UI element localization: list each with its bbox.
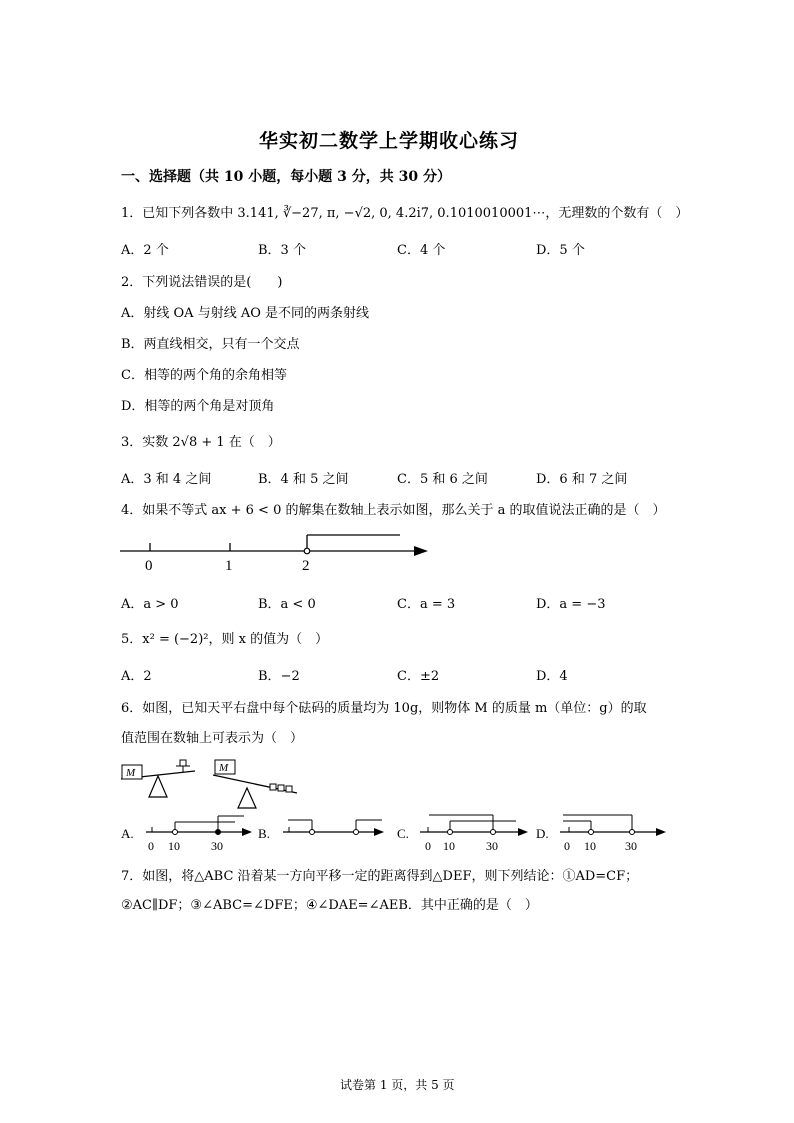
question-2-stem: 2．下列说法错误的是( ): [121, 275, 283, 290]
q3-option-d[interactable]: D．6 和 7 之间: [536, 472, 628, 487]
q3-option-c[interactable]: C．5 和 6 之间: [397, 472, 488, 487]
q6-option-c-letter: C.: [397, 826, 409, 841]
q6-a-tick-0: 0: [148, 839, 154, 853]
q2-option-d[interactable]: D．相等的两个角是对顶角: [121, 399, 275, 414]
q6-c-tick-10: 10: [443, 839, 455, 853]
q6-c-tick-30: 30: [486, 839, 498, 853]
object-m-label-2: M: [219, 762, 229, 774]
question-7-line1: 7．如图，将△ABC 沿着某一方向平移一定的距离得到△DEF，则下列结论：①AD=CF；: [121, 869, 639, 884]
q6-option-c-number-line: [397, 815, 528, 853]
question-7-line2: ②AC∥DF；③∠ABC=∠DFE；④∠DAE=∠AEB．其中正确的是（ ）: [121, 898, 538, 913]
q5-option-c[interactable]: C．±2: [397, 669, 440, 684]
page-footer: 试卷第 1 页，共 5 页: [340, 1078, 455, 1092]
question-6-stem-line1: 6．如图，已知天平右盘中每个砝码的质量均为 10g，则物体 M 的质量 m（单位：g）的取: [121, 701, 647, 716]
q6-option-d-number-line: [536, 815, 666, 853]
q1-option-c[interactable]: C．4 个: [397, 243, 446, 258]
balance-1: [121, 760, 195, 797]
q3-option-b[interactable]: B．4 和 5 之间: [258, 472, 349, 487]
q4-option-d[interactable]: D．a = −3: [536, 597, 606, 612]
q1-option-b[interactable]: B．3 个: [258, 243, 306, 258]
q2-option-b[interactable]: B．两直线相交，只有一个交点: [121, 337, 300, 352]
q4-label-2: 2: [302, 558, 310, 574]
q4-option-a[interactable]: A．a > 0: [121, 597, 179, 612]
q6-option-a-letter: A.: [121, 826, 134, 841]
q6-option-d-letter: D.: [536, 826, 549, 841]
object-m-label-1: M: [126, 767, 136, 779]
q6-option-b-letter: B.: [258, 826, 270, 841]
section-heading: 一、选择题（共 10 小题，每小题 3 分，共 30 分）: [121, 169, 451, 185]
q1-option-a[interactable]: A．2 个: [121, 243, 169, 258]
question-1-stem: 1．已知下列各数中 3.141, ∛−27, π, −√2, 0, 4.2i̇7̇, 0.1010010001⋯，无理数的个数有（ ）: [121, 206, 689, 221]
question-4-stem: 4．如果不等式 ax + 6 < 0 的解集在数轴上表示如图，那么关于 a 的取值说法正确的是（ ）: [121, 503, 666, 518]
q6-a-tick-30: 30: [211, 839, 223, 853]
q6-d-tick-0: 0: [564, 839, 570, 853]
q1-option-d[interactable]: D．5 个: [536, 243, 585, 258]
question-5-stem: 5．x² = (−2)²，则 x 的值为（ ）: [121, 632, 329, 647]
q5-option-b[interactable]: B．−2: [258, 669, 300, 684]
page-title: 华实初二数学上学期收心练习: [259, 130, 520, 152]
q2-option-c[interactable]: C．相等的两个角的余角相等: [121, 368, 287, 383]
q6-option-a-number-line: [121, 816, 252, 853]
q5-option-d[interactable]: D．4: [536, 669, 568, 684]
q4-label-1: 1: [225, 558, 233, 574]
q6-d-tick-30: 30: [625, 839, 637, 853]
q6-c-tick-0: 0: [425, 839, 431, 853]
question-6-stem-line2: 值范围在数轴上可表示为（ ）: [121, 731, 304, 746]
q6-d-tick-10: 10: [584, 839, 596, 853]
q2-option-a[interactable]: A．射线 OA 与射线 AO 是不同的两条射线: [121, 306, 370, 321]
q4-option-b[interactable]: B．a < 0: [258, 597, 316, 612]
balance-2: [213, 760, 297, 808]
q4-label-0: 0: [145, 558, 153, 574]
q3-option-a[interactable]: A．3 和 4 之间: [121, 472, 212, 487]
question-3-stem: 3．实数 2√8 + 1 在（ ）: [121, 435, 281, 450]
q6-option-b-number-line: [258, 820, 384, 841]
q5-option-a[interactable]: A．2: [121, 669, 152, 684]
q6-a-tick-10: 10: [168, 839, 180, 853]
q4-option-c[interactable]: C．a = 3: [397, 597, 456, 612]
